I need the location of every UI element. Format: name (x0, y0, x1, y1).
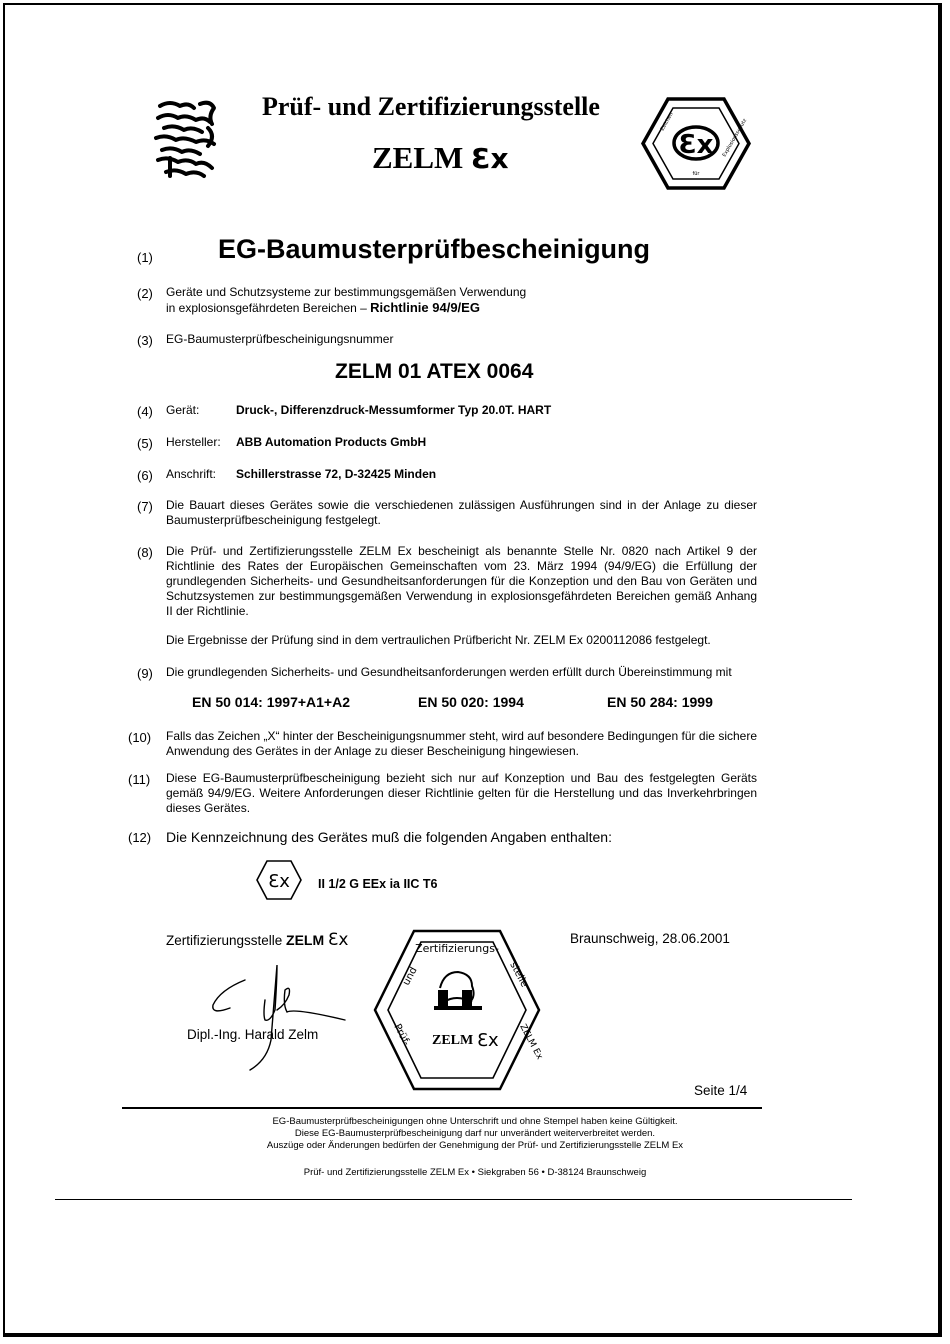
ex-marking-icon (256, 860, 302, 900)
section-number: (11) (128, 772, 151, 787)
section-9-text: Die grundlegenden Sicherheits- und Gesundheitsanforderungen werden erfüllt durch Übereinstimmung mit (166, 665, 732, 679)
signer-name: Dipl.-Ing. Harald Zelm (187, 1027, 319, 1042)
device-value: Druck-, Differenzdruck-Messumformer Typ 20.0T. HART (236, 403, 552, 417)
section-number: (2) (137, 286, 153, 301)
svg-text:Explosionsschutz: Explosionsschutz (721, 117, 749, 158)
organization-brand: ZELM Ɛx (372, 140, 509, 175)
section-number: (4) (137, 404, 153, 419)
section-number: (9) (137, 666, 153, 681)
svg-text:Ɛx: Ɛx (477, 1030, 499, 1051)
device-label: Gerät: (166, 403, 200, 417)
section-number: (7) (137, 499, 153, 514)
standard-en-50284: EN 50 284: 1999 (607, 694, 713, 710)
svg-text:stelle: stelle (507, 960, 530, 990)
section-10-text: Falls das Zeichen „X“ hinter der Bescheinigungsnummer steht, wird auf besondere Bedingungen für die sichere Anwendung des Gerätes in der Anlage zu dieser Bescheinigung hingewiesen. (166, 729, 757, 758)
svg-text:Zertifizierungs-: Zertifizierungs- (415, 942, 499, 955)
svg-text:ZELM Ex: ZELM Ex (517, 1022, 545, 1062)
svg-text:Zeichen: Zeichen (659, 111, 675, 132)
section-number: (6) (137, 468, 153, 483)
place-and-date: Braunschweig, 28.06.2001 (570, 931, 730, 946)
footer-address: Prüf- und Zertifizierungsstelle ZELM Ex • Siekgraben 56 • D-38124 Braunschweig (303, 1167, 647, 1178)
footer-validity-note: EG-Baumusterprüfbescheinigungen ohne Unterschrift und ohne Stempel haben keine Gültigkeit. (272, 1116, 678, 1127)
footer-distribution-note: Diese EG-Baumusterprüfbescheinigung darf nur unverändert weiterverbreitet werden. (294, 1128, 656, 1139)
manufacturer-label: Hersteller: (166, 435, 221, 449)
address-value: Schillerstrasse 72, D-32425 Minden (236, 467, 437, 481)
test-report-reference: Die Ergebnisse der Prüfung sind in dem vertraulichen Prüfbericht Nr. ZELM Ex 0200112086 festgelegt. (166, 633, 711, 647)
standard-en-50014: EN 50 014: 1997+A1+A2 (192, 694, 350, 710)
svg-text:Ɛx: Ɛx (678, 130, 714, 160)
section-7-text: Die Bauart dieses Gerätes sowie die verschiedenen zulässigen Ausführungen sind in der Anlage zu dieser Baumusterprüfbescheinigung festgelegt. (166, 498, 757, 527)
certificate-number-label: EG-Baumusterprüfbescheinigungsnummer (166, 332, 394, 346)
section-number: (5) (137, 436, 153, 451)
svg-text:für: für (692, 171, 700, 177)
section-number: (3) (137, 333, 153, 348)
lion-emblem-logo (150, 98, 222, 180)
section-number: (10) (128, 730, 152, 745)
svg-text:Ɛx: Ɛx (268, 871, 290, 892)
page-number: Seite 1/4 (694, 1083, 748, 1098)
svg-text:ZELM: ZELM (432, 1033, 474, 1048)
section-number: (1) (137, 250, 153, 265)
bottom-divider (55, 1199, 852, 1200)
footer-approval-note: Auszüge oder Änderungen bedürfen der Genehmigung der Prüf- und Zertifizierungsstelle ZELM Ex (266, 1140, 684, 1151)
section-12-text: Die Kennzeichnung des Gerätes muß die folgenden Angaben enthalten: (166, 829, 612, 845)
svg-text:und: und (400, 965, 420, 988)
section-number: (12) (128, 830, 152, 845)
manufacturer-value: ABB Automation Products GmbH (236, 435, 427, 449)
footer-divider (122, 1107, 762, 1109)
certificate-number: ZELM 01 ATEX 0064 (335, 360, 534, 383)
document-title: EG-Baumusterprüfbescheinigung (218, 234, 651, 264)
section-11-text: Diese EG-Baumusterprüfbescheinigung bezieht sich nur auf Konzeption und Bau des festgelegten Geräts gemäß 94/9/EG. Weitere Anforderungen dieser Richtlinie gelten für die Herstellung und das Inverkehrbringen dieses Gerätes. (166, 771, 757, 815)
certification-body-name: Zertifizierungsstelle ZELM Ɛx (166, 930, 349, 950)
section-2-text: Geräte und Schutzsysteme zur bestimmungsgemäßen Verwendung in explosionsgefährdeten Bereichen – Richtlinie 94/9/EG (166, 285, 527, 315)
svg-text:Prüf-: Prüf- (391, 1022, 412, 1048)
section-8-text: Die Prüf- und Zertifizierungsstelle ZELM Ex bescheinigt als benannte Stelle Nr. 0820 nach Artikel 9 der Richtlinie des Rates der Europäischen Gemeinschaften vom 23. März 1994 (94/9/EG) die Erfüllung der grundlegenden Sicherheits- und Gesundheitsanforderungen für die Konzeption und den Bau von Geräten und Schutzsystemen zur bestimmungsgemäßen Verwendung in explosionsgefährdeten Bereichen gemäß Anhang II der Richtlinie. (166, 544, 757, 618)
organization-name: Prüf- und Zertifizierungsstelle (262, 92, 600, 121)
address-label: Anschrift: (166, 467, 217, 481)
ex-explosion-protection-logo (641, 97, 751, 190)
device-marking: II 1/2 G EEx ia IIC T6 (318, 877, 438, 891)
standard-en-50020: EN 50 020: 1994 (418, 694, 524, 710)
section-number: (8) (137, 545, 153, 560)
official-stamp (372, 928, 545, 1092)
handwritten-signature (205, 960, 355, 1075)
